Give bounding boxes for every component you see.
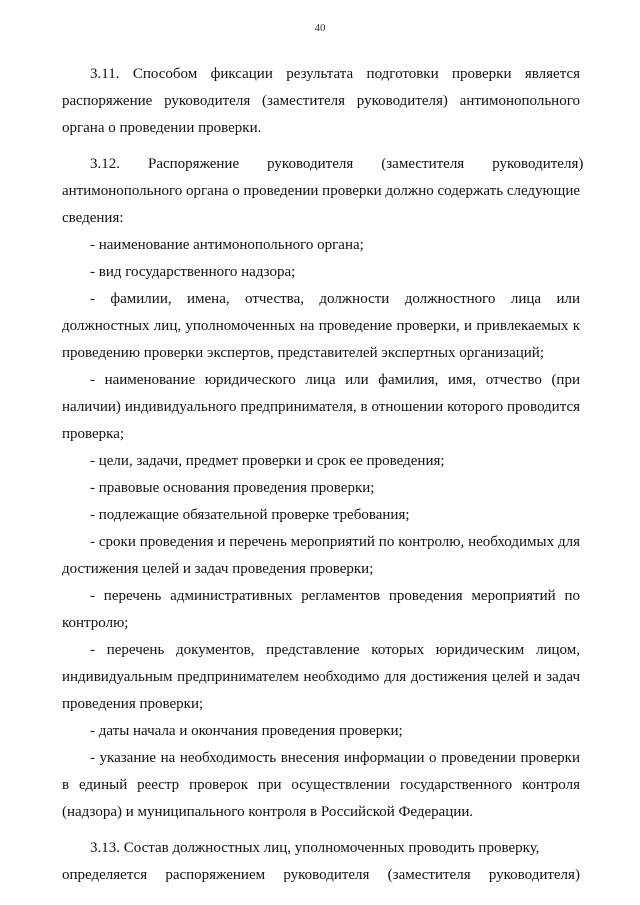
word: (заместителя [387, 867, 471, 883]
word: руководителя [283, 867, 370, 883]
word: (заместителя [381, 156, 465, 172]
list-item-legal-basis: - правовые основания проведения проверки; [90, 480, 375, 496]
list-item-regulations: - перечень административных регламентов проведения мероприятий по контролю; [62, 588, 580, 631]
paragraph-3-12-first-line [62, 151, 584, 178]
word: руководителя) [492, 156, 584, 172]
list-item-agency-name: - наименование антимонопольного органа; [90, 237, 364, 253]
word: распоряжением [165, 867, 266, 883]
paragraph-3-11: 3.11. Способом фиксации результата подготовки проверки является распоряжение руководителя (заместителя руководителя) антимонопольного органа о проведении проверки. [62, 66, 580, 136]
word: руководителя [267, 156, 354, 172]
paragraph-3-13-second-line [62, 862, 580, 889]
list-item-documents: - перечень документов, представление которых юридическим лицом, индивидуальным предпринимателем необходимо для достижения целей и задач проведения проверки; [62, 642, 580, 712]
list-item-requirements: - подлежащие обязательной проверке требования; [90, 507, 410, 523]
word: Распоряжение [148, 156, 240, 172]
list-item-supervision-type: - вид государственного надзора; [90, 264, 296, 280]
list-item-subject-name: - наименование юридического лица или фамилия, имя, отчество (при наличии) индивидуального предпринимателя, в отношении которого проводится проверка; [62, 372, 580, 442]
word: руководителя) [488, 867, 580, 883]
list-item-terms: - сроки проведения и перечень мероприятий по контролю, необходимых для достижения целей и задач проведения проверки; [62, 534, 580, 577]
page-number: 40 [314, 22, 326, 34]
document-body [62, 61, 584, 889]
word: 3.12. [90, 156, 120, 172]
list-item-dates: - даты начала и окончания проведения проверки; [90, 723, 403, 739]
word: определяется [62, 867, 148, 883]
list-item-goals: - цели, задачи, предмет проверки и срок ее проведения; [90, 453, 445, 469]
paragraph-3-12-rest: антимонопольного органа о проведении проверки должно содержать следующие сведения: [62, 183, 580, 226]
paragraph-3-13-first-line: 3.13. Состав должностных лиц, уполномоченных проводить проверку, [90, 840, 540, 856]
list-item-officials: - фамилии, имена, отчества, должности должностного лица или должностных лиц, уполномоченных на проведение проверки, и привлекаемых к проведению проверки экспертов, представителей экспертных организаций; [62, 291, 580, 361]
list-item-registry: - указание на необходимость внесения информации о проведении проверки в единый реестр проверок при осуществлении государственного контроля (надзора) и муниципального контроля в Российской Федерации. [62, 750, 580, 820]
